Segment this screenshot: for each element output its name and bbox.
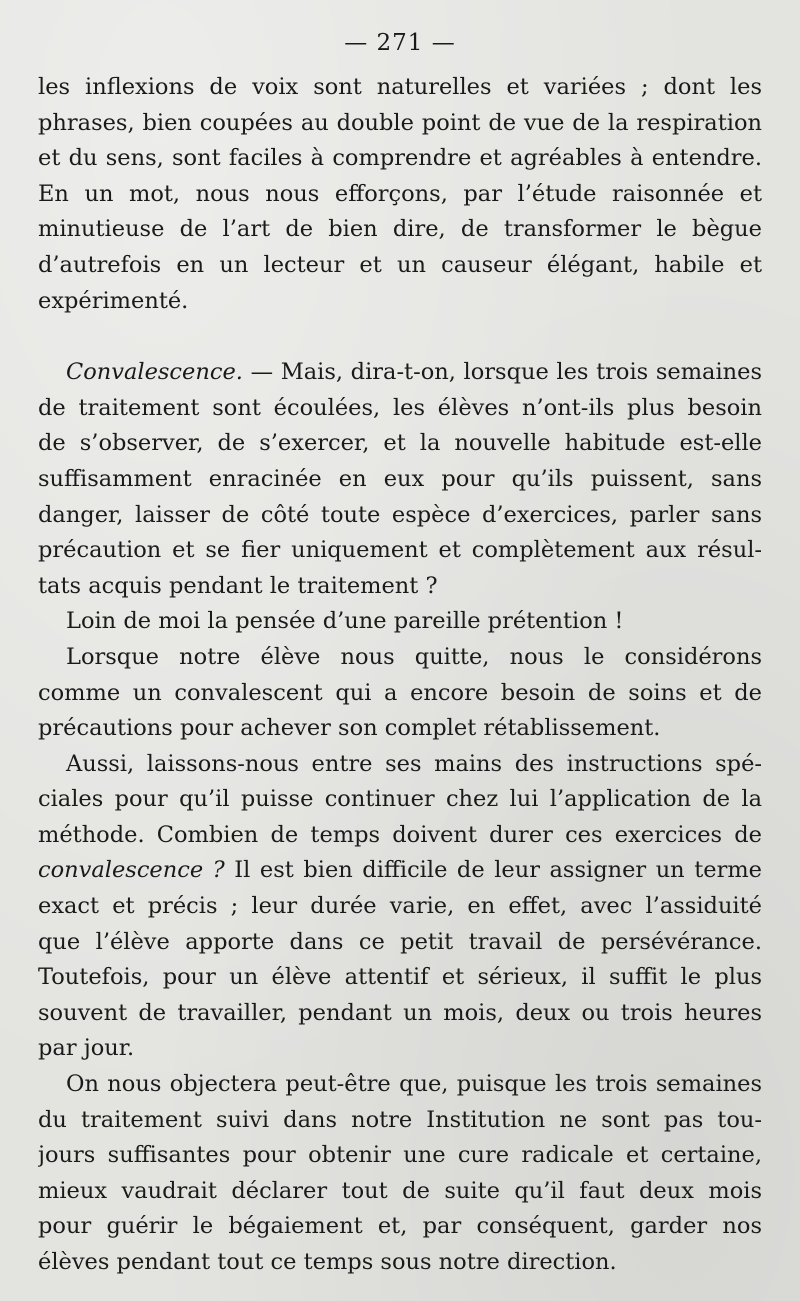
text-line: jours suffisantes pour obtenir une cure radicale et certaine, [38, 1142, 762, 1169]
text-line: de s’observer, de s’exercer, et la nouvelle habitude est-elle [38, 430, 762, 457]
paragraph-6 [38, 1067, 762, 1281]
text-line: pour guérir le bégaiement et, par conséquent, garder nos [38, 1213, 762, 1240]
paragraph-3 [38, 604, 762, 640]
body-text [38, 70, 762, 1281]
text-line: précautions pour achever son complet rétablissement. [38, 715, 661, 742]
text-line: précaution et se fier uniquement et complètement aux résul- [38, 537, 762, 564]
paragraph-1 [38, 70, 762, 319]
text-line: que l’élève apporte dans ce petit travail de persévérance. [38, 928, 762, 955]
text-line: En un mot, nous nous efforçons, par l’étude raisonnée et [38, 180, 762, 207]
text-line: les inflexions de voix sont naturelles et variées ; dont les [38, 74, 762, 100]
text-line: et du sens, sont faciles à comprendre et agréables à entendre. [38, 145, 762, 172]
text-line: On nous objectera peut-être que, puisque les trois semaines [66, 1071, 762, 1098]
text-run: — Mais, dira-t-on, lorsque les trois semaines [250, 359, 762, 386]
text-line: expérimenté. [38, 287, 189, 314]
text-line: ciales pour qu’il puisse continuer chez lui l’application de la [38, 786, 762, 813]
text-line: Lorsque notre élève nous quitte, nous le considérons [66, 643, 762, 670]
paragraph-4 [38, 640, 762, 747]
text-line: souvent de travailler, pendant un mois, deux ou trois heures [38, 999, 762, 1026]
text-line [38, 853, 762, 889]
text-line: mieux vaudrait déclarer tout de suite qu’il faut deux mois [38, 1177, 762, 1204]
text-line [38, 355, 762, 391]
text-line: suffisamment enracinée en eux pour qu’ils puissent, sans [38, 465, 762, 492]
text-line: méthode. Combien de temps doivent durer ces exercices de [38, 821, 762, 848]
text-line: minutieuse de l’art de bien dire, de transformer le bègue [38, 216, 762, 243]
italic-term-convalescence: convalescence ? [38, 857, 225, 884]
text-run: Il est bien difficile de leur assigner un terme [224, 857, 762, 884]
page-number: — 271 — [344, 30, 456, 56]
text-line: exact et précis ; leur durée varie, en effet, avec l’assiduité [38, 893, 762, 920]
text-line: Loin de moi la pensée d’une pareille prétention ! [66, 608, 624, 635]
text-line: phrases, bien coupées au double point de vue de la respiration [38, 109, 762, 136]
text-line: comme un convalescent qui a encore besoin de soins et de [38, 679, 762, 706]
text-line: Toutefois, pour un élève attentif et sérieux, il suffit le plus [38, 964, 762, 991]
text-line: de traitement sont écoulées, les élèves n’ont-ils plus besoin [38, 394, 762, 421]
text-line: danger, laisser de côté toute espèce d’exercices, parler sans [38, 501, 762, 528]
text-line: du traitement suivi dans notre Institution ne sont pas tou- [38, 1106, 762, 1133]
text-line: Aussi, laissons-nous entre ses mains des instructions spé- [66, 750, 762, 777]
text-line: par jour. [38, 1035, 135, 1062]
section-heading-convalescence: Convalescence. [66, 359, 243, 386]
text-line: d’autrefois en un lecteur et un causeur élégant, habile et [38, 251, 762, 278]
paragraph-gap [38, 319, 762, 355]
text-line: élèves pendant tout ce temps sous notre direction. [38, 1249, 617, 1275]
text-line: tats acquis pendant le traitement ? [38, 572, 438, 599]
paragraph-5 [38, 747, 762, 1067]
paragraph-convalescence [38, 355, 762, 604]
